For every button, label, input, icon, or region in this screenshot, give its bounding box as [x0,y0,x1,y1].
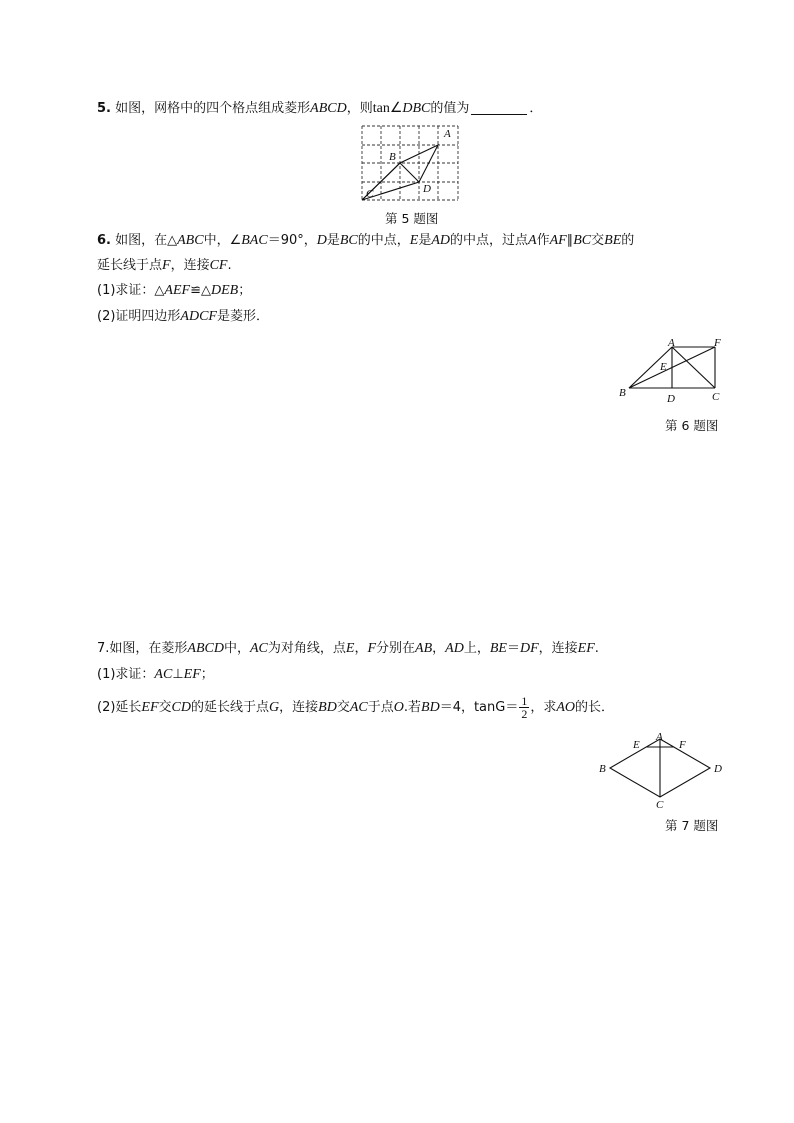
q6-caption: 第 6 题图 [665,418,719,433]
q5-caption: 第 5 题图 [385,211,439,226]
q7-label-e: E [633,739,640,751]
q6-label-a: A [668,337,675,349]
q7-caption: 第 7 题图 [665,818,719,833]
q5-label-b: B [389,151,396,163]
q6-label-d: D [667,393,675,405]
q6-stem-line1: 6. 如图，在△ABC中，∠BAC＝90°，D是BC的中点，E是AD的中点，过点A作AF∥BC交BE的 [97,233,635,248]
q7-label-a: A [656,731,663,743]
q6-label-f: F [714,337,721,349]
q7-part1: (1)求证：AC⊥EF； [97,667,214,682]
q6-part2: (2)证明四边形ADCF是菱形． [97,309,269,324]
q5-answer-blank[interactable] [471,100,527,115]
q7-fraction: $\frac{1}{2}$ [521,694,528,721]
q6-stem-line2: 延长线于点F，连接CF. [97,258,232,273]
q6-number: 6. [97,233,111,248]
q7-label-d: D [714,763,722,775]
q6-label-c: C [712,391,720,403]
q7-rhombus-figure [596,730,728,810]
q6-part1: (1)求证：△AEF≌△DEB； [97,283,252,298]
q7-stem: 7.如图，在菱形ABCD中，AC为对角线，点E，F分别在AB，AD上，BE＝DF，连接EF. [97,641,599,656]
q6-label-e: E [660,361,667,373]
q7-part2: (2)延长EF交CD的延长线于点G，连接BD交AC于点O.若BD＝4，tanG＝ $\frac{1}{2}$ ，求AO的长． [97,694,615,721]
q5-grid-figure [358,122,466,206]
q6-figure [614,336,726,406]
q5-stem: 5. 如图，网格中的四个格点组成菱形ABCD，则tan∠DBC的值为 ． [97,101,543,116]
q7-label-f: F [679,739,686,751]
q7-label-b: B [599,763,606,775]
q5-number: 5. [97,101,111,116]
q5-label-a: A [444,128,451,140]
q5-label-c: C [366,188,374,200]
q5-label-d: D [423,183,431,195]
q7-label-c: C [656,799,664,810]
q6-label-b: B [619,387,626,399]
